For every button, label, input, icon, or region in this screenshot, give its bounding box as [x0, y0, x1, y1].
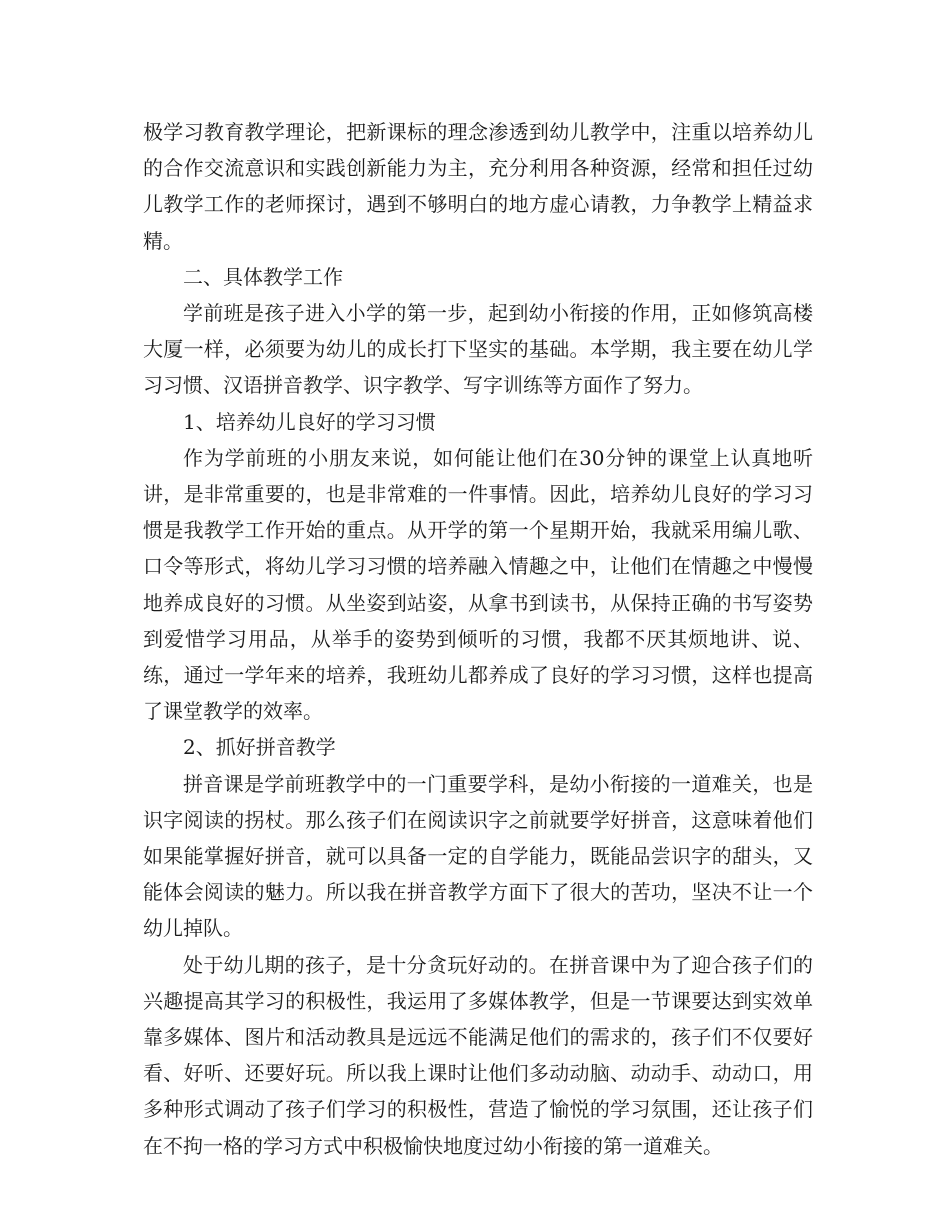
subheading-pinyin: 2、抓好拼音教学	[183, 735, 336, 760]
paragraph-pinyin-methods: 处于幼儿期的孩子，是十分贪玩好动的。在拼音课中为了迎合孩子们的兴趣提高其学习的积极性，我运用了多媒体教学，但是一节课要达到实效单靠多媒体、图片和活动教具是远远不能满足他们的需求的，孩子们不仅要好看、好听、还要好玩。所以我上课时让他们多动动脑、动动手、动动口，用多种形式调动了孩子们学习的积极性，营造了愉悦的学习氛围，还让孩子们在不拘一格的学习方式中积极愉快地度过幼小衔接的第一道难关。	[143, 952, 813, 1158]
paragraph-intro: 学前班是孩子进入小学的第一步，起到幼小衔接的作用，正如修筑高楼大厦一样，必须要为幼儿的成长打下坚实的基础。本学期，我主要在幼儿学习习惯、汉语拼音教学、识字教学、写字训练等方面作了努力。	[143, 301, 813, 398]
paragraph-continuation: 极学习教育教学理论，把新课标的理念渗透到幼儿教学中，注重以培养幼儿的合作交流意识和实践创新能力为主，充分利用各种资源，经常和担任过幼儿教学工作的老师探讨，遇到不够明白的地方虚心请教，力争教学上精益求精。	[143, 120, 813, 253]
subheading-study-habits: 1、培养幼儿良好的学习习惯	[183, 409, 436, 434]
paragraph-pinyin: 拼音课是学前班教学中的一门重要学科，是幼小衔接的一道难关，也是识字阅读的拐杖。那么孩子们在阅读识字之前就要学好拼音，这意味着他们如果能掌握好拼音，就可以具备一定的自学能力，既能品尝识字的甜头，又能体会阅读的魅力。所以我在拼音教学方面下了很大的苦功，坚决不让一个幼儿掉队。	[143, 771, 813, 941]
paragraph-study-habits: 作为学前班的小朋友来说，如何能让他们在30分钟的课堂上认真地听讲，是非常重要的，也是非常难的一件事情。因此，培养幼儿良好的学习习惯是我教学工作开始的重点。从开学的第一个星期开始，我就采用编儿歌、口令等形式，将幼儿学习习惯的培养融入情趣之中，让他们在情趣之中慢慢地养成良好的习惯。从坐姿到站姿，从拿书到读书，从保持正确的书写姿势到爱惜学习用品，从举手的姿势到倾听的习惯，我都不厌其烦地讲、说、练，通过一学年来的培养，我班幼儿都养成了良好的学习习惯，这样也提高了课堂教学的效率。	[143, 445, 813, 724]
section-heading-teaching-work: 二、具体教学工作	[183, 264, 343, 289]
document-body	[143, 114, 813, 1164]
